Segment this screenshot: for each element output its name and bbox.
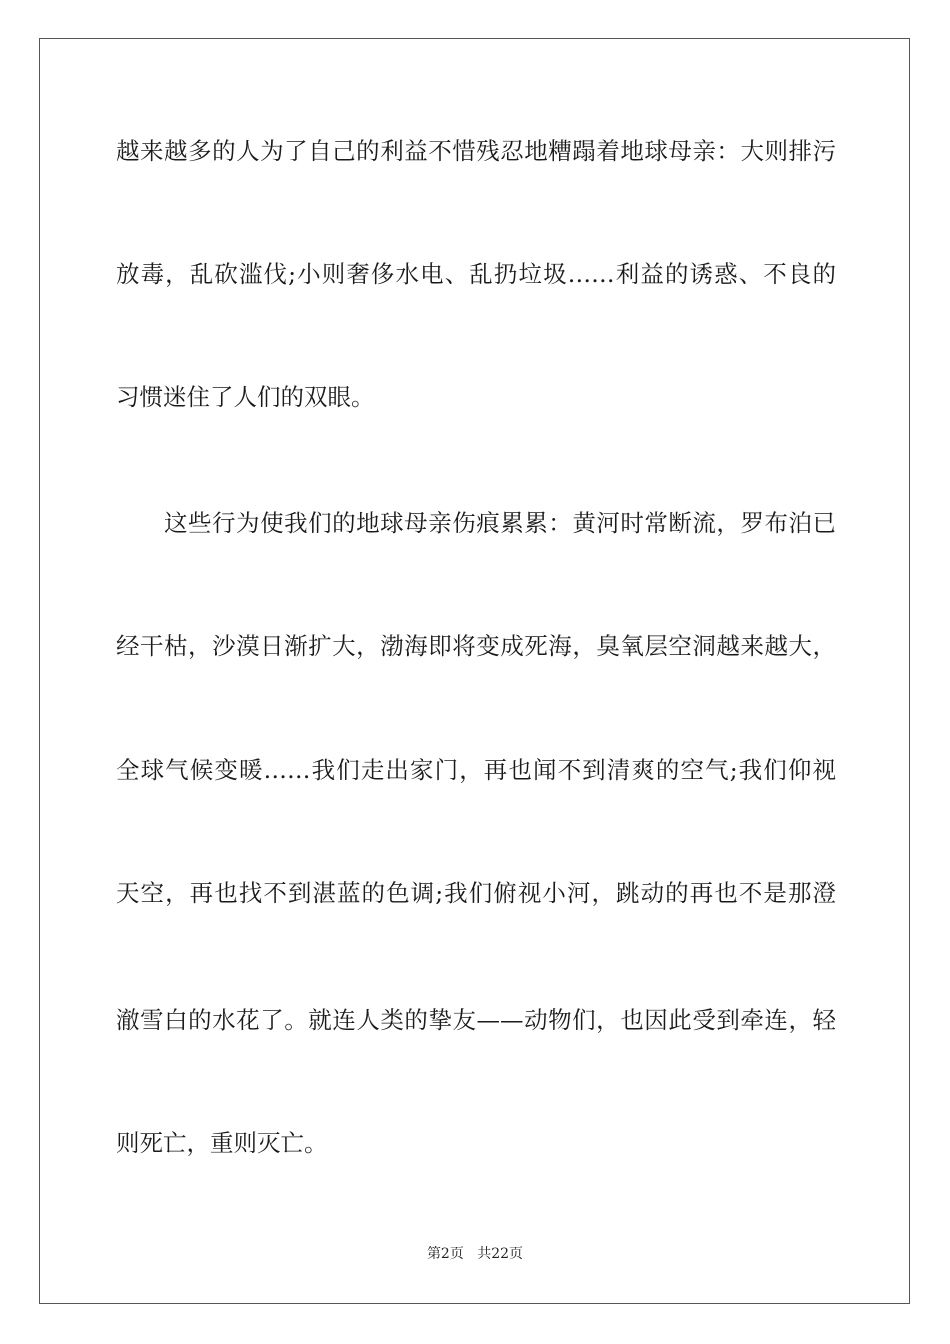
text-line: 澈雪白的水花了。就连人类的挚友——动物们，也因此受到牵连，轻 (116, 1006, 836, 1034)
text-line: 放毒，乱砍滥伐;小则奢侈水电、乱扔垃圾……利益的诱惑、不良的 (116, 260, 836, 288)
page-number: 第2页 (426, 1246, 464, 1262)
page-border (39, 38, 910, 1304)
text-line: 越来越多的人为了自己的利益不惜残忍地糟蹋着地球母亲：大则排污 (116, 137, 836, 165)
page-total: 共22页 (477, 1246, 524, 1262)
text-line: 天空，再也找不到湛蓝的色调;我们俯视小河，跳动的再也不是那澄 (116, 879, 836, 907)
text-line: 习惯迷住了人们的双眼。 (116, 383, 375, 411)
page-footer (0, 1243, 950, 1263)
text-line: 这些行为使我们的地球母亲伤痕累累：黄河时常断流，罗布泊已 (164, 509, 836, 537)
text-line: 则死亡，重则灭亡。 (116, 1129, 328, 1157)
text-line: 经干枯，沙漠日渐扩大，渤海即将变成死海，臭氧层空洞越来越大， (116, 632, 836, 660)
text-line: 全球气候变暖……我们走出家门，再也闻不到清爽的空气;我们仰视 (116, 756, 836, 784)
